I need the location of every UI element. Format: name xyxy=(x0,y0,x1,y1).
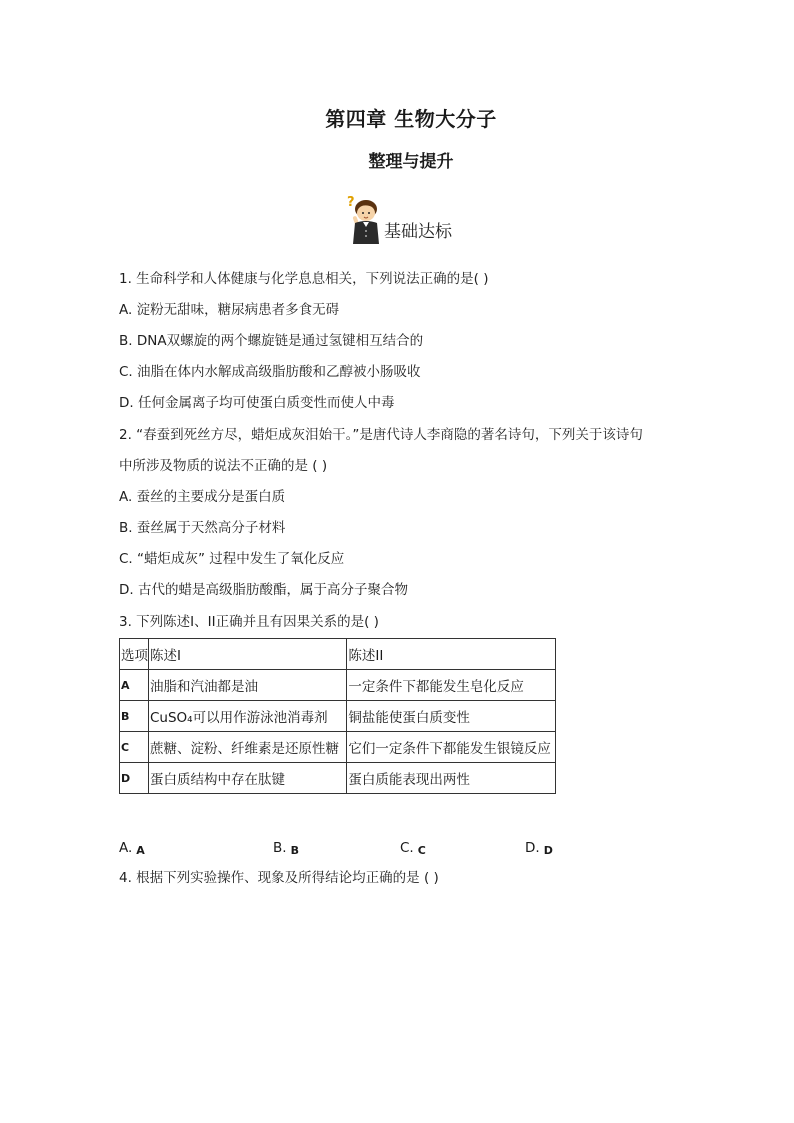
question-2-stem-line-1: 2. “春蚕到死丝方尽，蜡炬成灰泪始干。”是唐代诗人李商隐的著名诗句，下列关于该诗句 xyxy=(119,427,643,443)
table-row xyxy=(120,701,556,732)
table-cell-option: B xyxy=(120,701,149,732)
table-row xyxy=(120,732,556,763)
table-header-cell: 陈述II xyxy=(347,639,556,670)
answer-choice-c xyxy=(400,840,426,856)
section-badge xyxy=(344,194,452,244)
question-1-option-d: D. 任何金属离子均可使蛋白质变性而使人中毒 xyxy=(119,395,395,411)
answer-choice-a xyxy=(119,840,145,856)
question-2-stem-line-2: 中所涉及物质的说法不正确的是 ( ) xyxy=(119,458,328,474)
answer-value: D xyxy=(543,844,553,857)
answer-choice-b xyxy=(273,840,299,856)
table-cell-statement-2: 铜盐能使蛋白质变性 xyxy=(347,701,556,732)
table-cell-option: A xyxy=(120,670,149,701)
question-1-stem: 1. 生命科学和人体健康与化学息息相关，下列说法正确的是( ) xyxy=(119,271,489,287)
answer-prefix: C. xyxy=(400,840,414,856)
question-3-answer-choices xyxy=(119,840,579,860)
question-2-option-a: A. 蚕丝的主要成分是蛋白质 xyxy=(119,489,286,505)
question-1-option-a: A. 淀粉无甜味，糖尿病患者多食无碍 xyxy=(119,302,340,318)
badge-label: 基础达标 xyxy=(384,222,452,242)
table-row xyxy=(120,670,556,701)
table-cell-statement-1: 蛋白质结构中存在肽键 xyxy=(149,763,347,794)
table-cell-statement-1: CuSO₄可以用作游泳池消毒剂 xyxy=(149,701,347,732)
table-row xyxy=(120,763,556,794)
question-3-stem: 3. 下列陈述I、II正确并且有因果关系的是( ) xyxy=(119,614,379,630)
table-cell-option: C xyxy=(120,732,149,763)
question-2-option-b: B. 蚕丝属于天然高分子材料 xyxy=(119,520,286,536)
table-header-row xyxy=(120,639,556,670)
answer-prefix: A. xyxy=(119,840,133,856)
table-cell-statement-2: 它们一定条件下都能发生银镜反应 xyxy=(347,732,556,763)
table-cell-statement-2: 蛋白质能表现出两性 xyxy=(347,763,556,794)
page-title: 第四章 生物大分子 xyxy=(325,107,497,131)
question-1-option-c: C. 油脂在体内水解成高级脂肪酸和乙醇被小肠吸收 xyxy=(119,364,421,380)
svg-text:?: ? xyxy=(347,195,355,210)
table-cell-statement-1: 蔗糖、淀粉、纤维素是还原性糖 xyxy=(149,732,347,763)
answer-value: A xyxy=(136,844,145,857)
page-subtitle: 整理与提升 xyxy=(368,152,454,172)
table-cell-statement-1: 油脂和汽油都是油 xyxy=(149,670,347,701)
table-cell-option: D xyxy=(120,763,149,794)
question-4-stem: 4. 根据下列实验操作、现象及所得结论均正确的是 ( ) xyxy=(119,870,439,886)
answer-value: B xyxy=(290,844,299,857)
answer-value: C xyxy=(417,844,426,857)
answer-prefix: D. xyxy=(525,840,540,856)
answer-prefix: B. xyxy=(273,840,287,856)
student-thinking-icon xyxy=(344,194,386,244)
question-2-option-c: C. “蜡炬成灰” 过程中发生了氧化反应 xyxy=(119,551,345,567)
question-3-table xyxy=(119,638,556,794)
answer-choice-d xyxy=(525,840,553,856)
table-cell-statement-2: 一定条件下都能发生皂化反应 xyxy=(347,670,556,701)
question-1-option-b: B. DNA双螺旋的两个螺旋链是通过氢键相互结合的 xyxy=(119,333,424,349)
table-header-cell: 陈述I xyxy=(149,639,347,670)
table-header-cell: 选项 xyxy=(120,639,149,670)
question-2-option-d: D. 古代的蜡是高级脂肪酸酯，属于高分子聚合物 xyxy=(119,582,408,598)
